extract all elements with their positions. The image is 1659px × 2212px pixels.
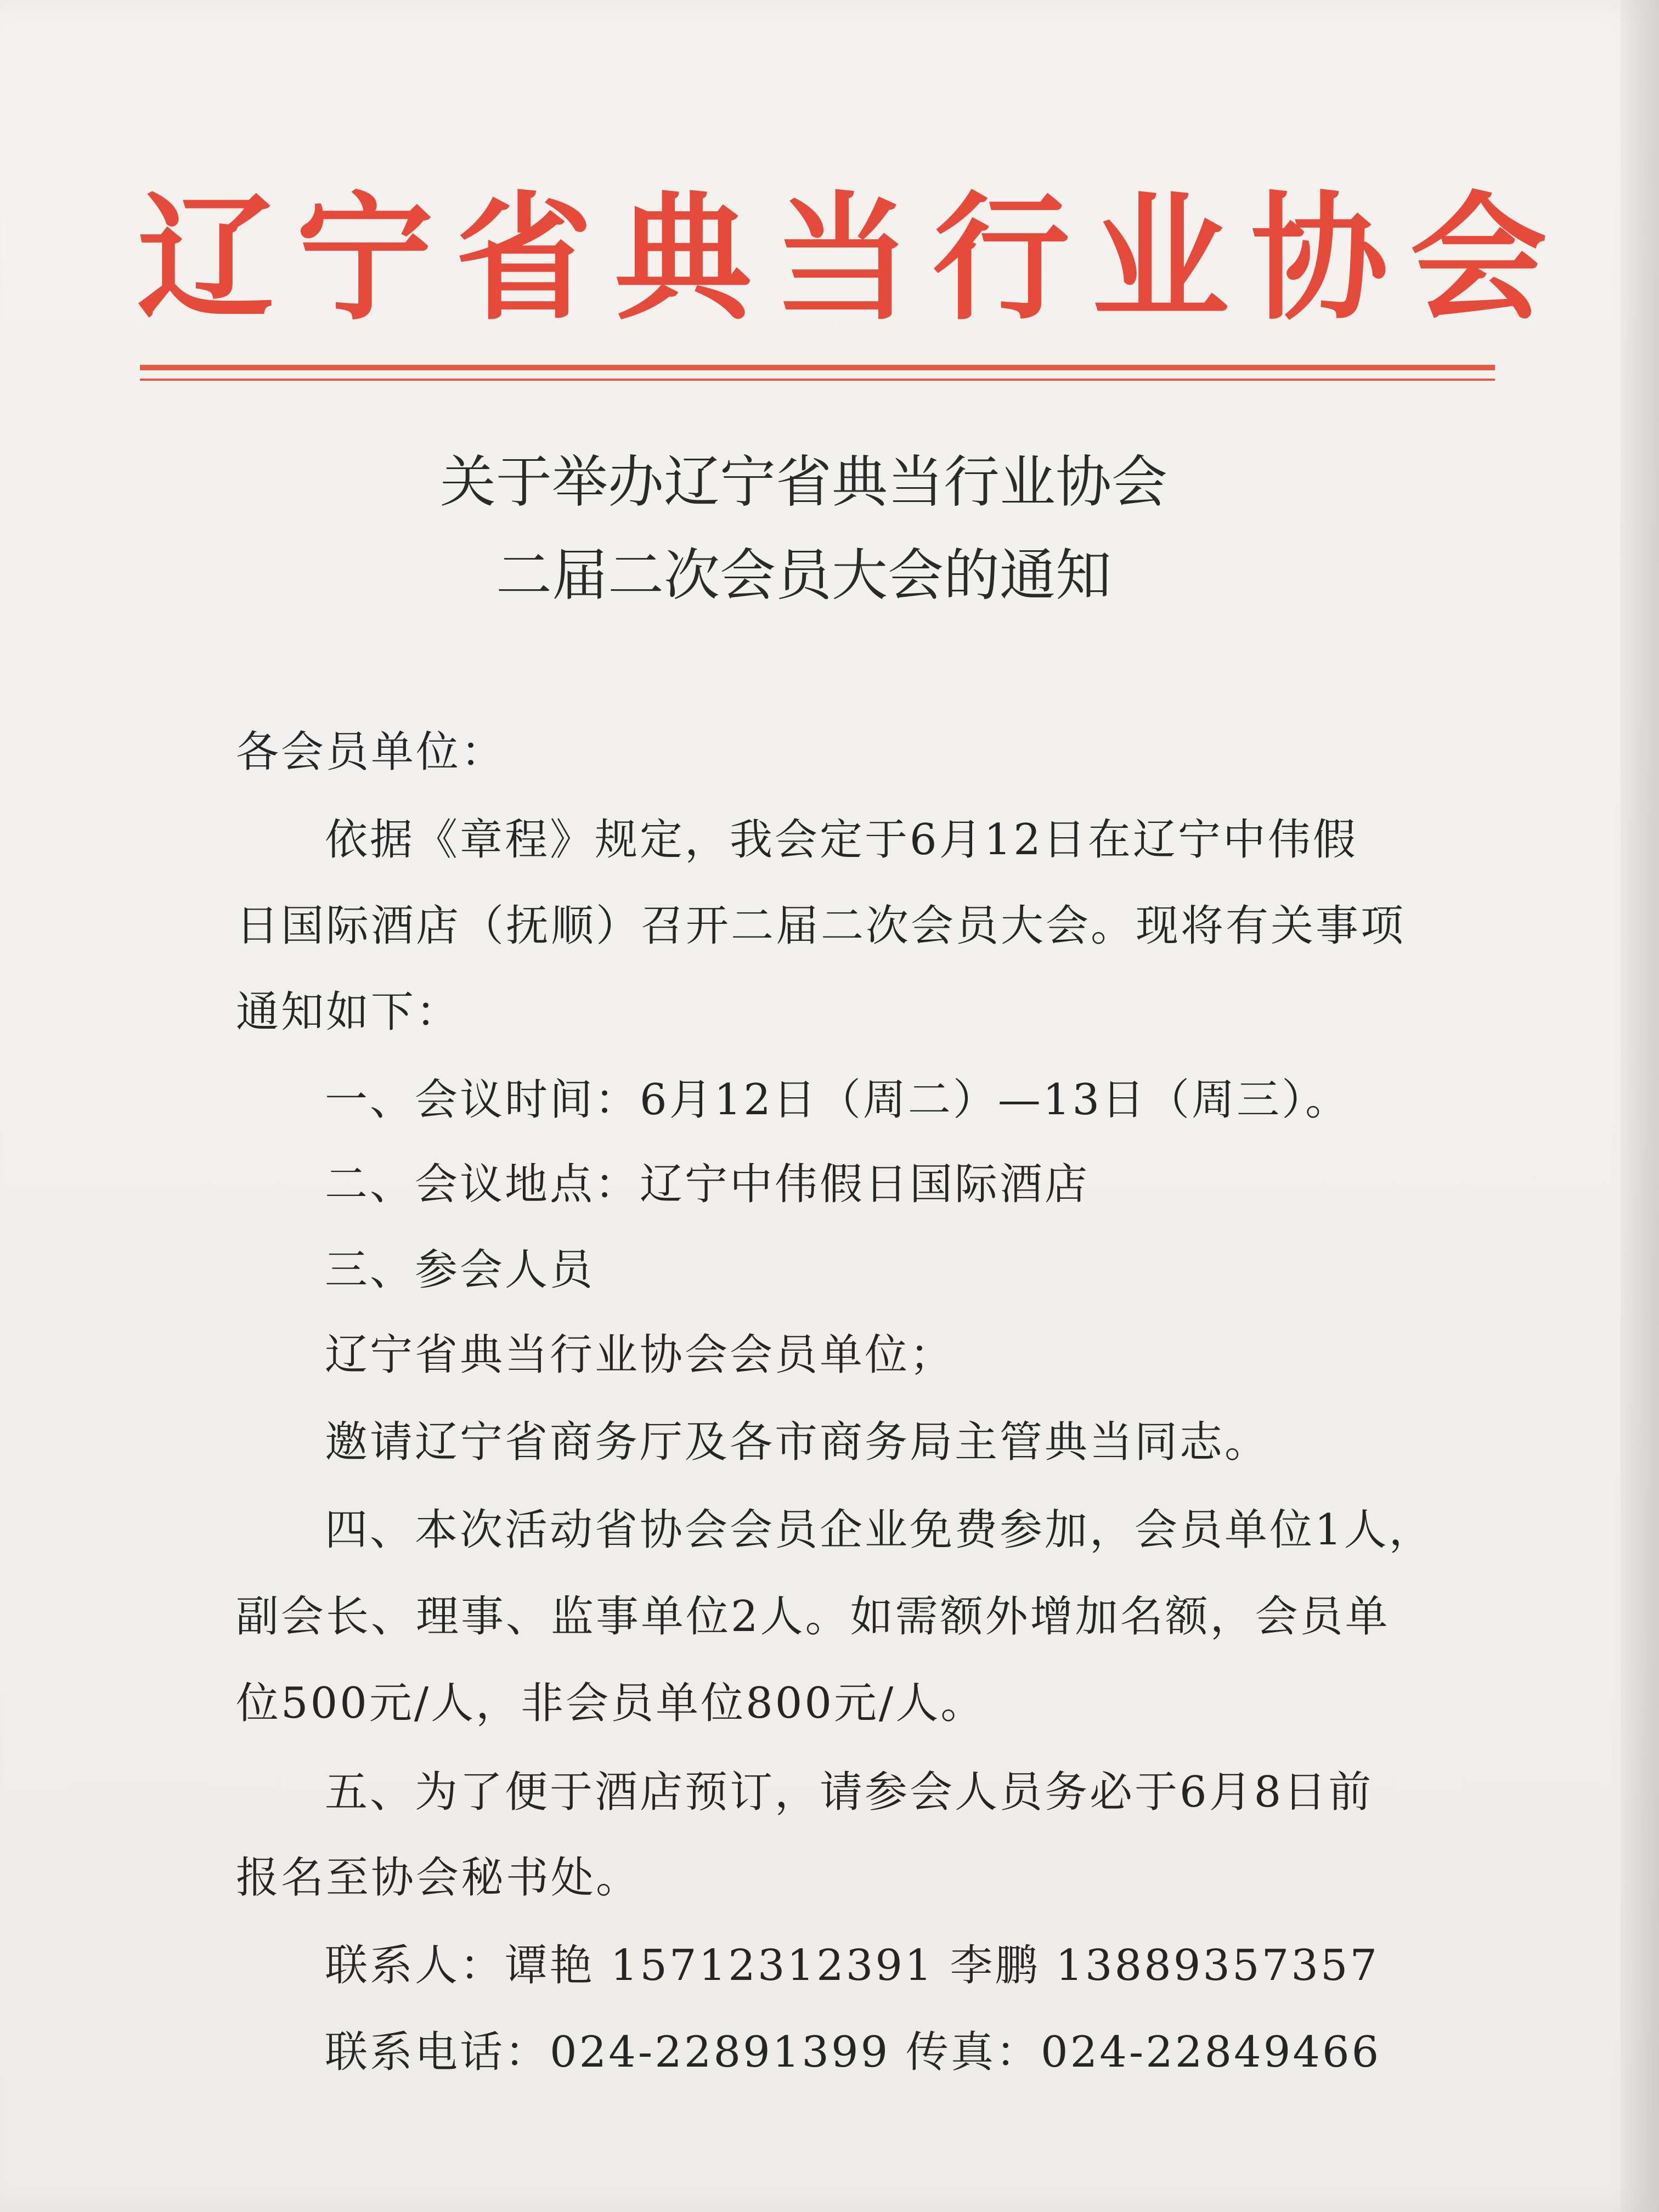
letterhead-rule-thin [140, 379, 1495, 381]
letterhead-rule-thick [140, 365, 1495, 370]
intro-line-3: 通知如下： [236, 988, 461, 1037]
salutation: 各会员单位： [236, 727, 506, 777]
notice-title-line1: 关于举办辽宁省典当行业协会 [440, 450, 1167, 515]
letterhead-org-name: 辽宁省典当行业协会 [137, 177, 1569, 338]
item-meeting-time: 一、会议时间：6月12日（周二）—13日（周三）。 [325, 1075, 1351, 1125]
attendees-members: 辽宁省典当行业协会会员单位； [325, 1330, 955, 1380]
item-registration-line-2: 报名至协会秘书处。 [236, 1853, 641, 1903]
attendees-invited: 邀请辽宁省商务厅及各市商务局主管典当同志。 [325, 1418, 1270, 1467]
intro-line-1: 依据《章程》规定，我会定于6月12日在辽宁中伟假 [325, 815, 1358, 865]
item-registration-line-1: 五、为了便于酒店预订，请参会人员务必于6月8日前 [325, 1768, 1374, 1817]
page-edge-shadow [1621, 0, 1659, 2212]
item-meeting-place: 二、会议地点：辽宁中伟假日国际酒店 [325, 1160, 1090, 1209]
item-fees-line-1: 四、本次活动省协会会员企业免费参加，会员单位1人， [325, 1505, 1434, 1555]
intro-line-2: 日国际酒店（抚顺）召开二届二次会员大会。现将有关事项 [236, 901, 1406, 951]
notice-title-line2: 二届二次会员大会的通知 [496, 543, 1111, 608]
item-fees-line-3: 位500元/人，非会员单位800元/人。 [236, 1679, 986, 1728]
contact-phone-fax: 联系电话：024-22891399 传真：024-22849466 [325, 2028, 1381, 2077]
item-fees-line-2: 副会长、理事、监事单位2人。如需额外增加名额，会员单 [236, 1592, 1390, 1641]
contact-people: 联系人：谭艳 15712312391 李鹏 13889357357 [325, 1941, 1380, 1990]
item-attendees-heading: 三、参会人员 [325, 1245, 595, 1295]
